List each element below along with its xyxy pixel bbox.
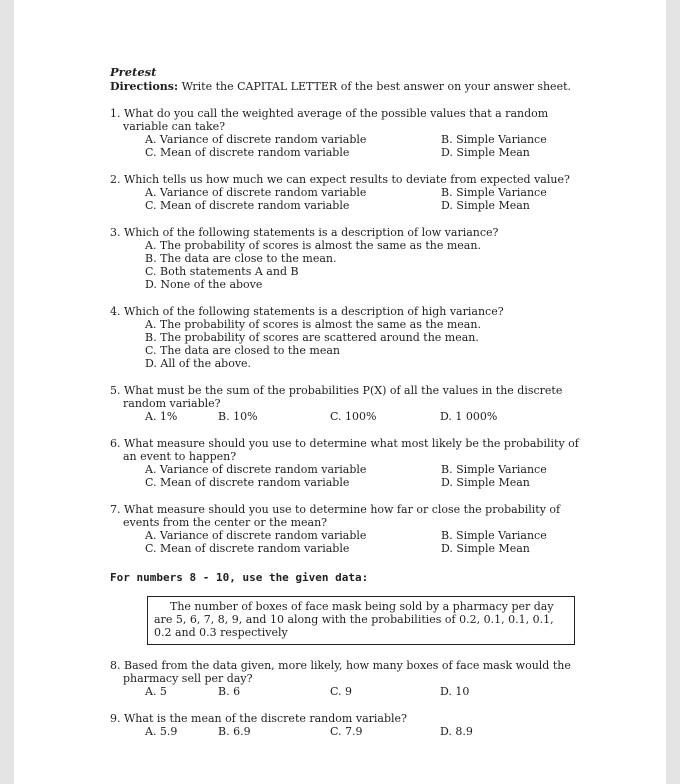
option-b: B. Simple Variance: [441, 186, 547, 199]
question-options: [145, 529, 590, 555]
directions-text: Write the CAPITAL LETTER of the best answer on your answer sheet.: [181, 80, 571, 93]
question-5: [110, 384, 590, 423]
worksheet-content: [110, 66, 590, 738]
directions: [110, 80, 590, 93]
given-data-heading: For numbers 8 - 10, use the given data:: [110, 571, 369, 584]
question-options: [145, 318, 590, 370]
option-c: C. Both statements A and B: [145, 265, 299, 278]
question-8: [110, 659, 590, 698]
option-a: A. Variance of discrete random variable: [145, 529, 367, 542]
option-c: C. 100%: [330, 410, 377, 423]
question-7: [110, 503, 590, 555]
option-b: B. Simple Variance: [441, 529, 547, 542]
question-stem: 2. Which tells us how much we can expect results to deviate from expected value?: [110, 173, 570, 186]
option-a: A. 1%: [145, 410, 178, 423]
option-a: A. Variance of discrete random variable: [145, 133, 367, 146]
option-a: A. 5.9: [145, 725, 178, 738]
question-stem: 6. What measure should you use to determine what most likely be the probability of an event to happen?: [110, 437, 579, 463]
option-d: D. Simple Mean: [441, 146, 530, 159]
question-stem: 9. What is the mean of the discrete random variable?: [110, 712, 407, 725]
option-b: B. Simple Variance: [441, 133, 547, 146]
option-b: B. Simple Variance: [441, 463, 547, 476]
given-data-text: The number of boxes of face mask being sold by a pharmacy per day are 5, 6, 7, 8, 9, and 10 along with the probabilities of 0.2, 0.1, 0.1, 0.1, 0.2 and 0.3 respectively: [154, 600, 554, 639]
option-b: B. 6: [218, 685, 241, 698]
directions-label: Directions:: [110, 80, 179, 93]
option-c: C. 7.9: [330, 725, 363, 738]
given-data-box: [147, 596, 575, 645]
question-stem: 8. Based from the data given, more likely, how many boxes of face mask would the pharmacy sell per day?: [110, 659, 571, 685]
option-b: B. 10%: [218, 410, 258, 423]
question-options: [145, 239, 590, 291]
question-stem: 4. Which of the following statements is a description of high variance?: [110, 305, 504, 318]
option-c: C. Mean of discrete random variable: [145, 476, 350, 489]
option-d: D. 1 000%: [440, 410, 498, 423]
question-4: [110, 305, 590, 370]
question-options: [145, 410, 590, 423]
option-b: B. The probability of scores are scattered around the mean.: [145, 331, 479, 344]
question-stem: 1. What do you call the weighted average of the possible values that a random variable can take?: [110, 107, 549, 133]
option-a: A. Variance of discrete random variable: [145, 463, 367, 476]
question-options: [145, 725, 590, 738]
option-a: A. The probability of scores is almost the same as the mean.: [145, 239, 481, 252]
option-a: A. Variance of discrete random variable: [145, 186, 367, 199]
question-stem: 5. What must be the sum of the probabilities P(X) of all the values in the discrete random variable?: [110, 384, 563, 410]
option-c: C. 9: [330, 685, 353, 698]
question-options: [145, 463, 590, 489]
question-options: [145, 685, 590, 698]
option-d: D. 10: [440, 685, 470, 698]
option-d: D. Simple Mean: [441, 199, 530, 212]
option-d: D. None of the above: [145, 278, 263, 291]
option-c: C. Mean of discrete random variable: [145, 199, 350, 212]
option-b: B. 6.9: [218, 725, 251, 738]
question-options: [145, 133, 590, 159]
option-a: A. 5: [145, 685, 167, 698]
question-stem: 3. Which of the following statements is a description of low variance?: [110, 226, 499, 239]
pretest-title: Pretest: [110, 65, 157, 79]
option-d: D. 8.9: [440, 725, 473, 738]
option-c: C. The data are closed to the mean: [145, 344, 340, 357]
option-d: D. All of the above.: [145, 357, 252, 370]
option-d: D. Simple Mean: [441, 476, 530, 489]
question-9: [110, 712, 590, 738]
question-stem: 7. What measure should you use to determine how far or close the probability of events from the center or the mean?: [110, 503, 561, 529]
question-2: [110, 173, 590, 212]
option-c: C. Mean of discrete random variable: [145, 146, 350, 159]
question-6: [110, 437, 590, 489]
option-b: B. The data are close to the mean.: [145, 252, 337, 265]
question-1: [110, 107, 590, 159]
worksheet-page: [14, 0, 666, 784]
question-options: [145, 186, 590, 212]
question-3: [110, 226, 590, 291]
option-d: D. Simple Mean: [441, 542, 530, 555]
option-c: C. Mean of discrete random variable: [145, 542, 350, 555]
option-a: A. The probability of scores is almost the same as the mean.: [145, 318, 481, 331]
